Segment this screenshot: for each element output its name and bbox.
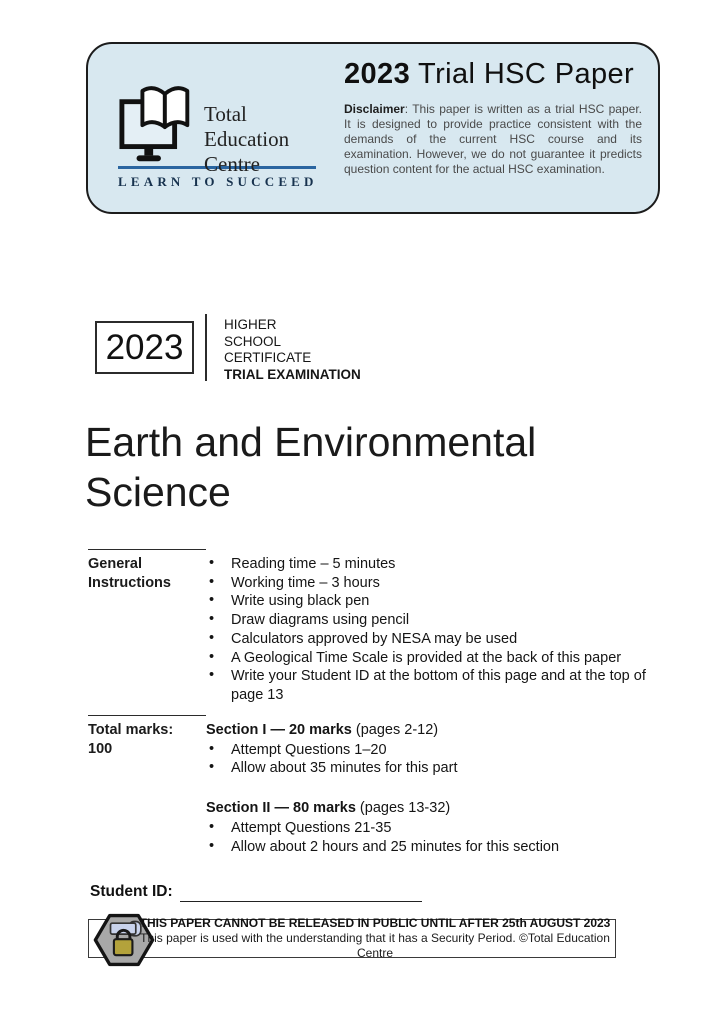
logo-name-line: Education — [204, 127, 290, 151]
book-monitor-icon — [118, 80, 200, 180]
instruction-item: • A Geological Time Scale is provided at the back of this paper — [206, 649, 666, 668]
certificate-line: HIGHER — [224, 317, 277, 332]
logo-tagline: LEARN TO SUCCEED — [118, 174, 318, 189]
total-marks-heading: Total marks: — [88, 722, 174, 738]
instruction-item: • Reading time – 5 minutes — [206, 555, 666, 574]
general-instructions — [88, 549, 666, 705]
instruction-item: • Calculators approved by NESA may be used — [206, 630, 666, 649]
logo-name-line: Centre — [204, 152, 260, 176]
security-notice-line2: This paper is used with the understanding that it has a Security Period. ©Total Education Centre — [140, 931, 610, 960]
general-instructions-list — [206, 555, 666, 705]
general-instructions-heading: General Instructions — [88, 549, 206, 705]
disclaimer-body: : This paper is written as a trial HSC paper. It is designed to provide practice consistent with the demands of the current HSC course and its examination. However, we do not guarantee it predicts question content for the actual HSC examination. — [344, 102, 642, 176]
total-marks-block — [88, 715, 666, 856]
logo-name — [204, 80, 289, 180]
paper-title-year: 2023 — [344, 58, 411, 90]
section-1-title-bold: Section I — 20 marks — [206, 722, 352, 738]
section-2 — [206, 799, 666, 856]
section-item: • Attempt Questions 21-35 — [206, 819, 666, 838]
paper-title-rest: Trial HSC Paper — [410, 58, 635, 90]
section-2-list — [206, 819, 666, 856]
certificate-line-bold: TRIAL EXAMINATION — [224, 366, 361, 382]
tec-logo — [88, 44, 338, 212]
section-2-title-rest: (pages 13-32) — [355, 800, 451, 817]
instruction-item: • Working time – 3 hours — [206, 574, 666, 593]
student-id-row — [90, 883, 422, 902]
header-banner — [86, 42, 660, 214]
year-box-value: 2023 — [105, 327, 184, 367]
banner-right — [338, 44, 658, 212]
certificate-line: SCHOOL — [224, 333, 282, 349]
section-1-title — [206, 721, 666, 740]
instruction-item: • Write using black pen — [206, 592, 666, 611]
year-box — [95, 321, 194, 374]
security-notice-text — [89, 916, 615, 960]
certificate-block — [95, 314, 361, 383]
student-id-blank-field[interactable] — [180, 883, 422, 902]
instruction-item: • Write your Student ID at the bottom of this page and at the top of page 13 — [206, 667, 666, 704]
instruction-item: • Draw diagrams using pencil — [206, 611, 666, 630]
section-2-title-bold: Section II — 80 marks — [206, 800, 356, 817]
section-1-list — [206, 741, 666, 778]
section-1 — [206, 721, 666, 778]
section-item: • Allow about 35 minutes for this part — [206, 759, 666, 778]
section-item: • Attempt Questions 1–20 — [206, 741, 666, 760]
certificate-divider — [205, 314, 207, 381]
subject-title: Earth and Environmental Science — [85, 419, 537, 515]
certificate-lines — [224, 314, 361, 383]
student-id-label: Student ID: — [90, 883, 173, 900]
total-marks-value: 100 — [88, 741, 113, 757]
total-marks-label — [88, 715, 206, 856]
paper-title — [344, 58, 642, 91]
security-notice — [88, 916, 616, 960]
section-2-title — [206, 799, 666, 818]
disclaimer — [344, 102, 642, 177]
certificate-line: CERTIFICATE — [224, 350, 312, 366]
disclaimer-label: Disclaimer — [344, 102, 405, 116]
security-notice-line1: THIS PAPER CANNOT BE RELEASED IN PUBLIC UNTIL AFTER 25th AUGUST 2023 — [139, 916, 611, 930]
section-1-title-rest: (pages 2-12) — [351, 722, 439, 738]
logo-name-line: Total — [204, 102, 247, 126]
section-item: • Allow about 2 hours and 25 minutes for this section — [206, 838, 666, 857]
